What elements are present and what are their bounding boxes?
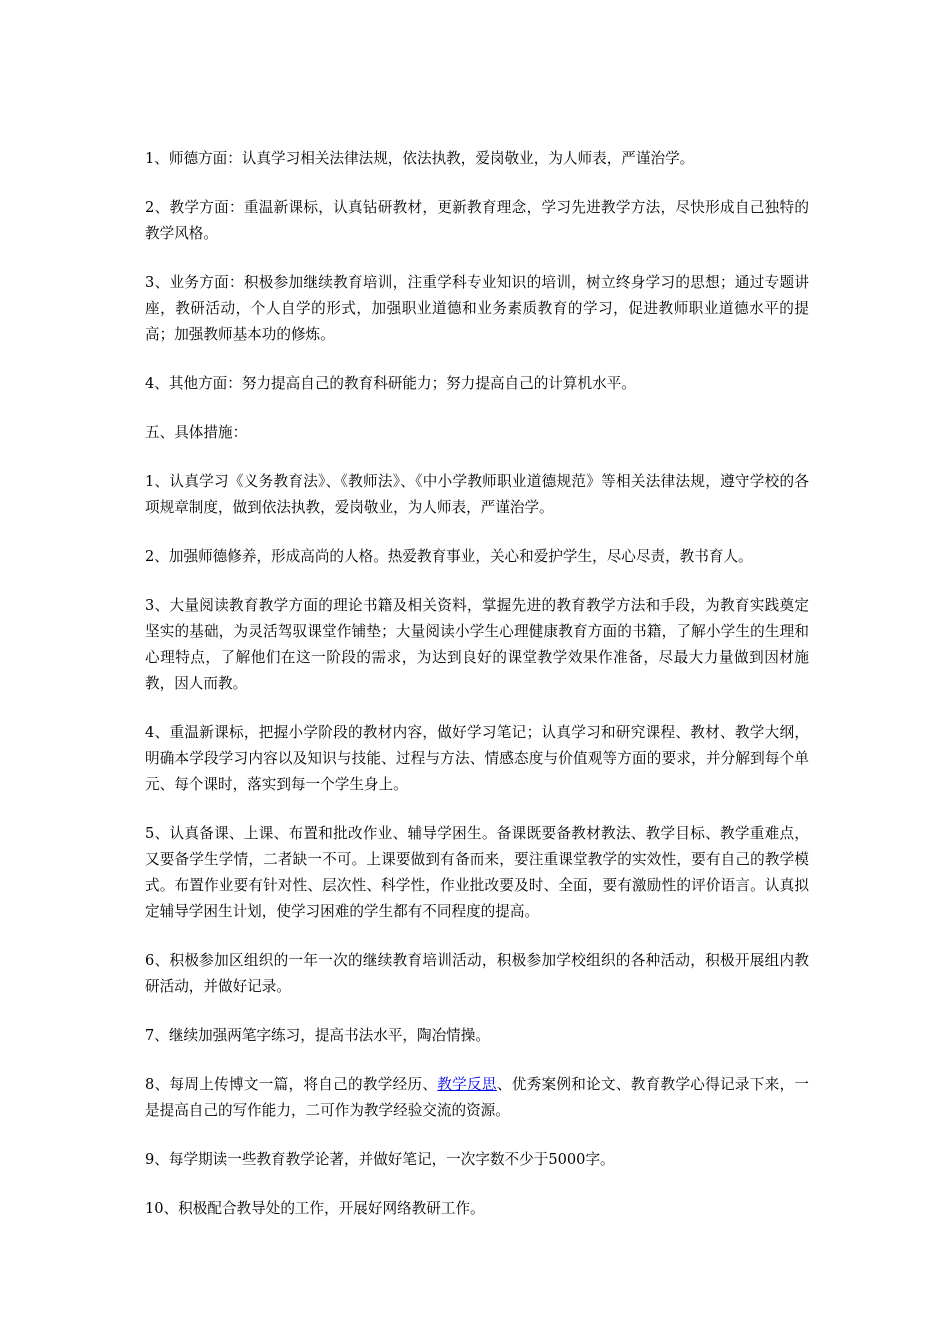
measure-1: 1、认真学习《义务教育法》、《教师法》、《中小学教师职业道德规范》等相关法律法规，遵守学校的各项规章制度，做到依法执教，爱岗敬业，为人师表，严谨治学。: [145, 473, 809, 516]
measure-4: 4、重温新课标，把握小学阶段的教材内容，做好学习笔记；认真学习和研究课程、教材、教学大纲，明确本学段学习内容以及知识与技能、过程与方法、情感态度与价值观等方面的要求，并分解到每个单元、每个课时，落实到每一个学生身上。: [145, 724, 809, 793]
measure-9: 9、每学期读一些教育教学论著，并做好笔记，一次字数不少于5000字。: [145, 1151, 615, 1168]
teaching-reflection-link[interactable]: 教学反思: [437, 1076, 497, 1093]
document-body: [145, 146, 809, 1245]
measure-10: 10、积极配合教导处的工作，开展好网络教研工作。: [145, 1200, 485, 1217]
measure-8-text-after: 、优秀案例和论文、教育教学心得记录下来，一是提高自己的写作能力，二可作为教学经验交流的资源。: [145, 1076, 809, 1119]
measure-8-text-before: 8、每周上传博文一篇，将自己的教学经历、: [145, 1076, 438, 1093]
paragraph-3: 3、业务方面：积极参加继续教育培训，注重学科专业知识的培训，树立终身学习的思想；通过专题讲座，教研活动，个人自学的形式，加强职业道德和业务素质教育的学习，促进教师职业道德水平的提高；加强教师基本功的修炼。: [145, 274, 809, 343]
measure-5: 5、认真备课、上课、布置和批改作业、辅导学困生。备课既要备教材教法、教学目标、教学重难点，又要备学生学情，二者缺一不可。上课要做到有备而来，要注重课堂教学的实效性，要有自己的教学模式。布置作业要有针对性、层次性、科学性，作业批改要及时、全面，要有激励性的评价语言。认真拟定辅导学困生计划，使学习困难的学生都有不同程度的提高。: [145, 825, 809, 920]
section-heading-measures: 五、具体措施：: [145, 424, 248, 441]
measure-8: [145, 1072, 809, 1124]
measure-6: 6、积极参加区组织的一年一次的继续教育培训活动，积极参加学校组织的各种活动，积极开展组内教研活动，并做好记录。: [145, 952, 809, 995]
paragraph-1: 1、师德方面：认真学习相关法律法规，依法执教，爱岗敬业，为人师表，严谨治学。: [145, 150, 695, 167]
paragraph-4: 4、其他方面：努力提高自己的教育科研能力；努力提高自己的计算机水平。: [145, 375, 636, 392]
measure-3: 3、大量阅读教育教学方面的理论书籍及相关资料，掌握先进的教育教学方法和手段，为教育实践奠定坚实的基础，为灵活驾驭课堂作铺垫；大量阅读小学生心理健康教育方面的书籍，了解小学生的生理和心理特点，了解他们在这一阶段的需求，为达到良好的课堂教学效果作准备，尽最大力量做到因材施教，因人而教。: [145, 597, 809, 692]
paragraph-2: 2、教学方面：重温新课标，认真钻研教材，更新教育理念，学习先进教学方法，尽快形成自己独特的教学风格。: [145, 199, 809, 242]
measure-2: 2、加强师德修养，形成高尚的人格。热爱教育事业，关心和爱护学生，尽心尽责，教书育人。: [145, 548, 753, 565]
measure-7: 7、继续加强两笔字练习，提高书法水平，陶冶情操。: [145, 1027, 490, 1044]
